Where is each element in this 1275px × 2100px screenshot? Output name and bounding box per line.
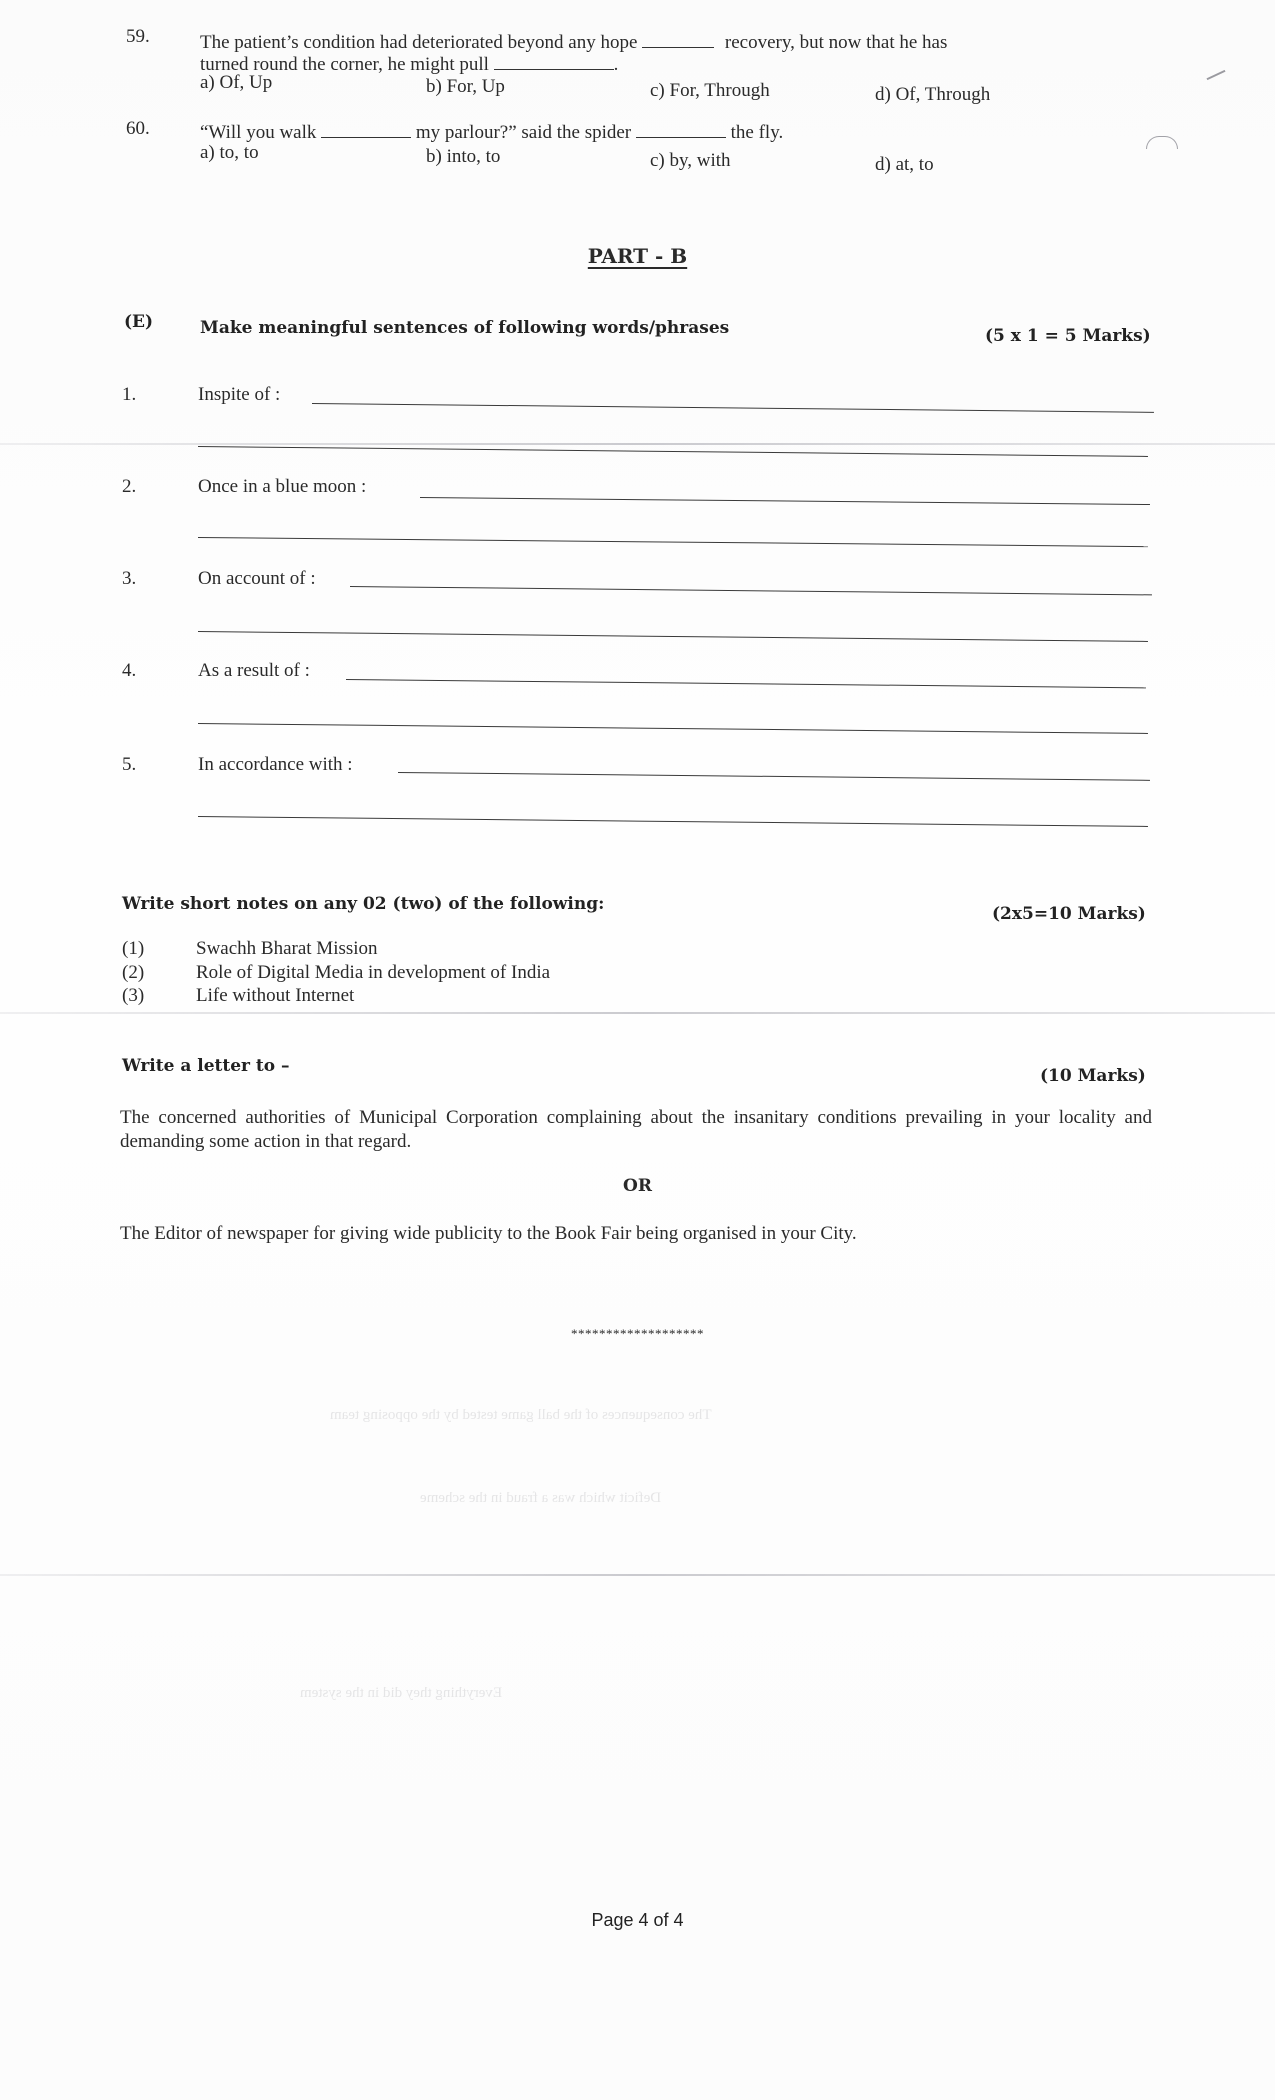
answer-blank bbox=[642, 31, 714, 48]
item-number: 3. bbox=[122, 568, 137, 589]
answer-blank bbox=[321, 121, 411, 138]
topic-number: (2) bbox=[122, 962, 145, 983]
letter-marks: (10 Marks) bbox=[1040, 1066, 1146, 1086]
end-of-paper-marker: ******************* bbox=[571, 1326, 704, 1341]
letter-option-1: The concerned authorities of Municipal Corporation complaining about the insanitary conditions prevailing in your locality and demanding some action in that regard. bbox=[120, 1107, 1152, 1152]
answer-line[interactable] bbox=[346, 679, 1146, 688]
item-phrase: In accordance with : bbox=[198, 754, 353, 775]
answer-line[interactable] bbox=[198, 537, 1148, 547]
answer-line[interactable] bbox=[420, 497, 1150, 505]
letter-instruction: Write a letter to – bbox=[122, 1056, 290, 1076]
topic-number: (1) bbox=[122, 938, 145, 959]
question-text-part: “Will you walk bbox=[200, 122, 317, 143]
letter-option-2: The Editor of newspaper for giving wide publicity to the Book Fair being organised in your City. bbox=[120, 1223, 857, 1244]
item-number: 1. bbox=[122, 384, 137, 405]
answer-blank bbox=[636, 121, 726, 138]
question-text-part: The patient’s condition had deteriorated beyond any hope bbox=[200, 32, 638, 53]
paper-fold-line bbox=[0, 1012, 1275, 1014]
bleed-through-text: Everything they did in the system bbox=[300, 1685, 503, 1701]
page-number: Page 4 of 4 bbox=[591, 1910, 684, 1930]
option-c: c) by, with bbox=[650, 150, 731, 171]
option-a: a) Of, Up bbox=[200, 72, 273, 93]
paper-fold-line bbox=[0, 1574, 1275, 1576]
item-number: 5. bbox=[122, 754, 137, 775]
short-notes-instruction: Write short notes on any 02 (two) of the following: bbox=[122, 894, 605, 914]
option-b: b) For, Up bbox=[426, 76, 505, 97]
option-c: c) For, Through bbox=[650, 80, 770, 101]
topic-text: Role of Digital Media in development of India bbox=[196, 962, 551, 983]
part-title bbox=[0, 244, 1275, 268]
answer-line[interactable] bbox=[198, 446, 1148, 457]
option-d: d) at, to bbox=[875, 154, 934, 175]
bleed-through-text: The consequences of the ball game tested by the opposing team bbox=[330, 1407, 712, 1423]
answer-line[interactable] bbox=[398, 772, 1150, 781]
answer-blank bbox=[494, 53, 614, 70]
topic-text: Life without Internet bbox=[196, 985, 355, 1006]
question-text-part: recovery, but now that he has bbox=[724, 32, 948, 53]
section-label: (E) bbox=[124, 312, 154, 332]
question-text-part: my parlour?” said the spider bbox=[415, 122, 632, 143]
answer-line[interactable] bbox=[312, 403, 1154, 413]
option-a: a) to, to bbox=[200, 142, 259, 163]
item-phrase: On account of : bbox=[198, 568, 316, 589]
bleed-through-text: Deficit which was a fraud in the scheme bbox=[420, 1490, 662, 1506]
option-d: d) Of, Through bbox=[875, 84, 991, 105]
topic-text: Swachh Bharat Mission bbox=[196, 938, 378, 959]
scan-smudge bbox=[1207, 70, 1226, 80]
scan-smudge bbox=[1146, 136, 1178, 149]
question-number: 59. bbox=[126, 26, 150, 47]
item-number: 2. bbox=[122, 476, 137, 497]
topic-number: (3) bbox=[122, 985, 145, 1006]
section-marks: (5 x 1 = 5 Marks) bbox=[985, 326, 1151, 346]
item-phrase: Inspite of : bbox=[198, 384, 281, 405]
or-separator: OR bbox=[623, 1176, 652, 1196]
answer-line[interactable] bbox=[198, 631, 1148, 642]
section-instruction: Make meaningful sentences of following words/phrases bbox=[200, 318, 730, 338]
short-notes-marks: (2x5=10 Marks) bbox=[992, 904, 1146, 924]
item-phrase: Once in a blue moon : bbox=[198, 476, 367, 497]
item-phrase: As a result of : bbox=[198, 660, 310, 681]
answer-line[interactable] bbox=[350, 586, 1152, 595]
question-text-part: turned round the corner, he might pull bbox=[200, 54, 489, 75]
answer-line[interactable] bbox=[198, 723, 1148, 734]
paper-fold-line bbox=[0, 443, 1275, 445]
part-title-text: PART - B bbox=[587, 244, 688, 268]
item-number: 4. bbox=[122, 660, 137, 681]
question-text bbox=[200, 120, 783, 146]
answer-line[interactable] bbox=[198, 816, 1148, 827]
punctuation: . bbox=[613, 54, 619, 75]
question-text-part: the fly. bbox=[730, 122, 784, 143]
option-b: b) into, to bbox=[426, 146, 501, 167]
question-number: 60. bbox=[126, 118, 150, 139]
